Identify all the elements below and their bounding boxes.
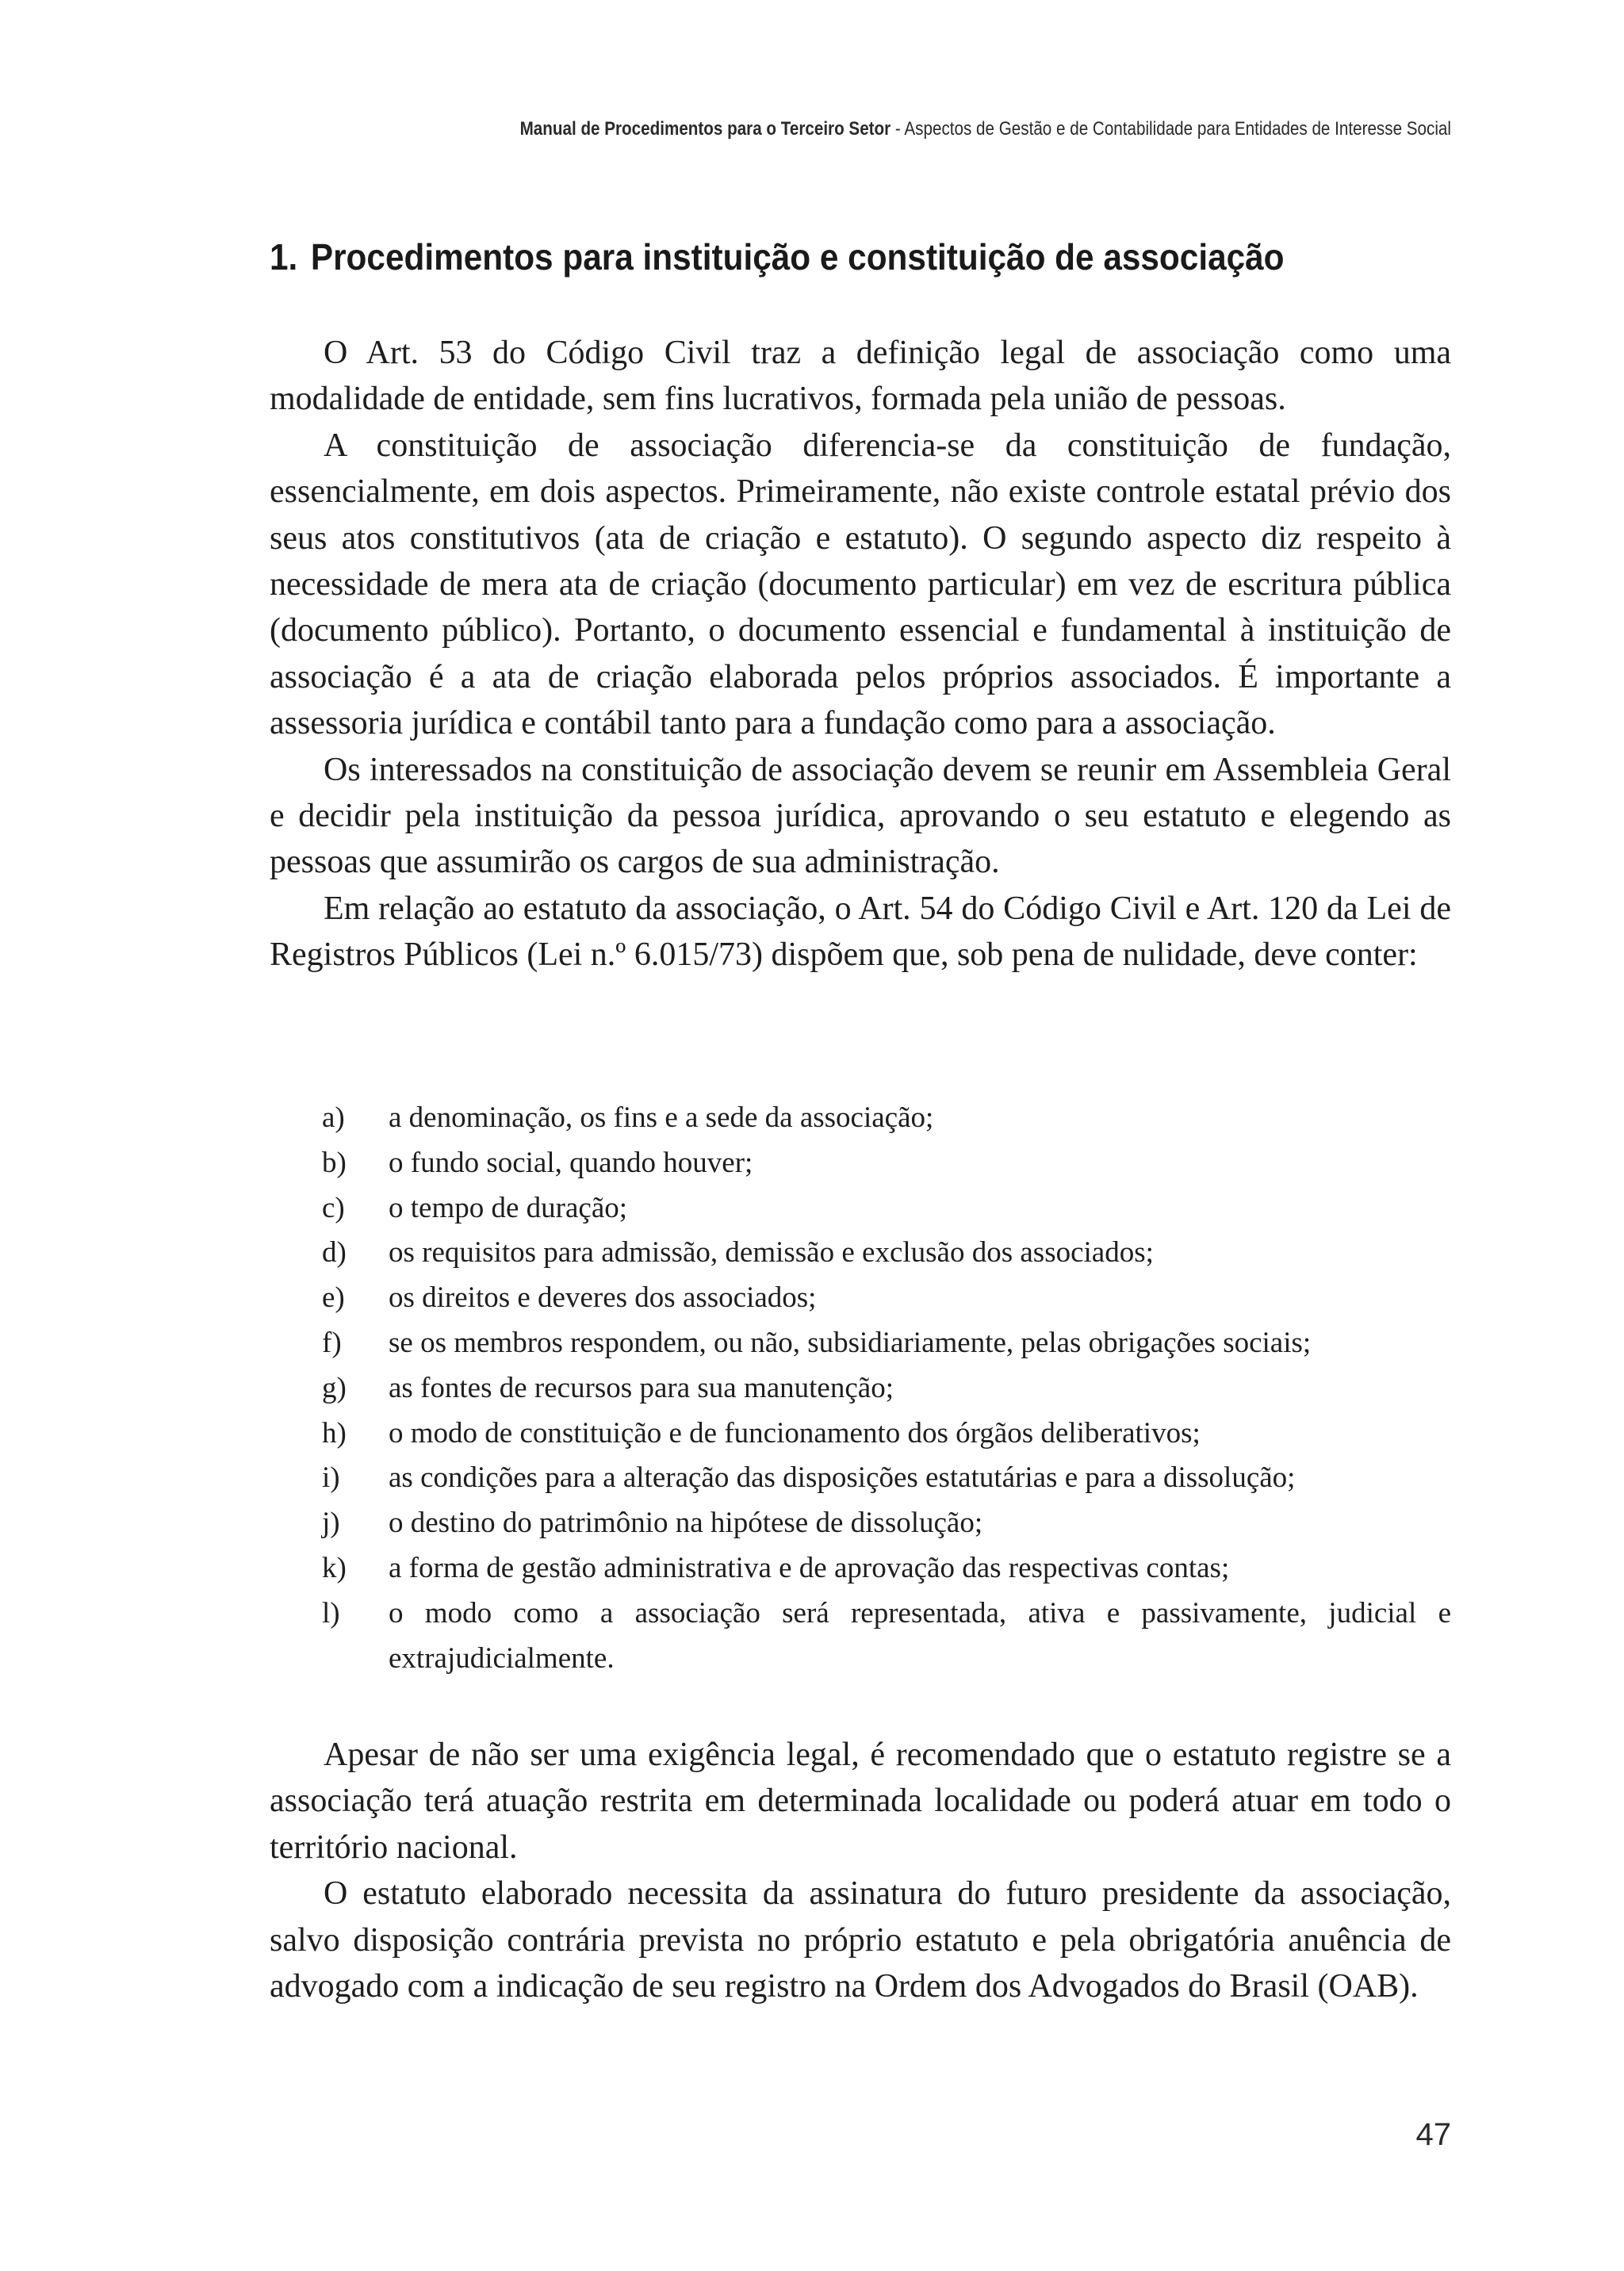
list-item-text: o tempo de duração; xyxy=(389,1191,628,1224)
list-item xyxy=(270,1096,1451,1141)
list-marker: k) xyxy=(322,1551,347,1584)
running-header xyxy=(435,117,1451,141)
paragraph: Os interessados na constituição de associação devem se reunir em Assembleia Geral e decidir pela instituição da pessoa jurídica, aprovando o seu estatuto e elegendo as pessoas que assumirão os cargos de sua administração. xyxy=(270,751,1451,881)
list-item-text: os direitos e deveres dos associados; xyxy=(389,1281,817,1315)
list-item xyxy=(270,1366,1451,1411)
section-title: Procedimentos para instituição e constituição de associação xyxy=(310,236,1285,278)
list-item-text: se os membros respondem, ou não, subsidiariamente, pelas obrigações sociais; xyxy=(389,1326,1312,1359)
list-marker: g) xyxy=(322,1371,347,1404)
paragraph: O Art. 53 do Código Civil traz a definição legal de associação como uma modalidade de entidade, sem fins lucrativos, formada pela união de pessoas. xyxy=(270,335,1451,418)
list-item-text: o fundo social, quando houver; xyxy=(389,1146,753,1179)
paragraph: Em relação ao estatuto da associação, o Art. 54 do Código Civil e Art. 120 da Lei de Registros Públicos (Lei n.º 6.015/73) dispõem que, sob pena de nulidade, deve conter: xyxy=(270,890,1451,974)
list-marker: b) xyxy=(322,1146,347,1179)
list-item-text: o destino do patrimônio na hipótese de dissolução; xyxy=(389,1507,983,1540)
body-text-after-list xyxy=(270,1732,1451,2009)
section-heading xyxy=(270,235,1285,279)
list-item-text: as condições para a alteração das disposições estatutárias e para a dissolução; xyxy=(389,1461,1296,1495)
list-item xyxy=(270,1591,1451,1682)
list-marker: d) xyxy=(322,1236,347,1270)
list-item-text: as fontes de recursos para sua manutenção; xyxy=(389,1371,894,1404)
paragraph: Apesar de não ser uma exigência legal, é recomendado que o estatuto registre se a associação terá atuação restrita em determinada localidade ou poderá atuar em todo o território nacional. xyxy=(270,1737,1451,1866)
list-marker: j) xyxy=(322,1507,340,1540)
list-marker: f) xyxy=(322,1326,342,1359)
list-item xyxy=(270,1186,1451,1231)
body-text-before-list xyxy=(270,330,1451,978)
list-marker: i) xyxy=(322,1461,340,1495)
header-separator: - xyxy=(891,118,905,140)
list-marker: e) xyxy=(322,1281,345,1315)
list-item-text: a forma de gestão administrativa e de aprovação das respectivas contas; xyxy=(389,1551,1230,1584)
list-item xyxy=(270,1501,1451,1546)
list-item xyxy=(270,1546,1451,1591)
page-number: 47 xyxy=(1415,2117,1451,2152)
paragraph: A constituição de associação diferencia-se da constituição de fundação, essencialmente, em dois aspectos. Primeiramente, não existe controle estatal prévio dos seus atos constitutivos (ata de criação e estatuto). O segundo aspecto diz respeito à necessidade de mera ata de criação (documento particular) em vez de escritura pública (documento público). Portanto, o documento essencial e fundamental à instituição de associação é a ata de criação elaborada pelos próprios associados. É importante a assessoria jurídica e contábil tanto para a fundação como para a associação. xyxy=(270,427,1451,742)
list-marker: l) xyxy=(322,1596,340,1630)
list-item xyxy=(270,1231,1451,1276)
statute-requirements-list xyxy=(270,1096,1451,1681)
header-title: Manual de Procedimentos para o Terceiro Setor xyxy=(519,118,891,140)
list-item xyxy=(270,1456,1451,1501)
list-item-text: a denominação, os fins e a sede da associação; xyxy=(389,1101,934,1134)
list-marker: a) xyxy=(322,1101,345,1134)
list-marker: h) xyxy=(322,1416,347,1450)
list-item xyxy=(270,1411,1451,1457)
paragraph: O estatuto elaborado necessita da assinatura do futuro presidente da associação, salvo disposição contrária prevista no próprio estatuto e pela obrigatória anuência de advogado com a indicação de seu registro na Ordem dos Advogados do Brasil (OAB). xyxy=(270,1875,1451,2005)
list-item-text: os requisitos para admissão, demissão e exclusão dos associados; xyxy=(389,1236,1154,1270)
section-number: 1. xyxy=(270,236,298,278)
header-subtitle: Aspectos de Gestão e de Contabilidade para Entidades de Interesse Social xyxy=(904,118,1451,140)
list-item xyxy=(270,1276,1451,1321)
list-marker: c) xyxy=(322,1191,345,1224)
list-item-text: o modo de constituição e de funcionamento dos órgãos deliberativos; xyxy=(389,1416,1201,1450)
list-item-text: o modo como a associação será representada, ativa e passivamente, judicial e extrajudicialmente. xyxy=(389,1596,1451,1675)
list-item xyxy=(270,1141,1451,1186)
list-item xyxy=(270,1321,1451,1366)
